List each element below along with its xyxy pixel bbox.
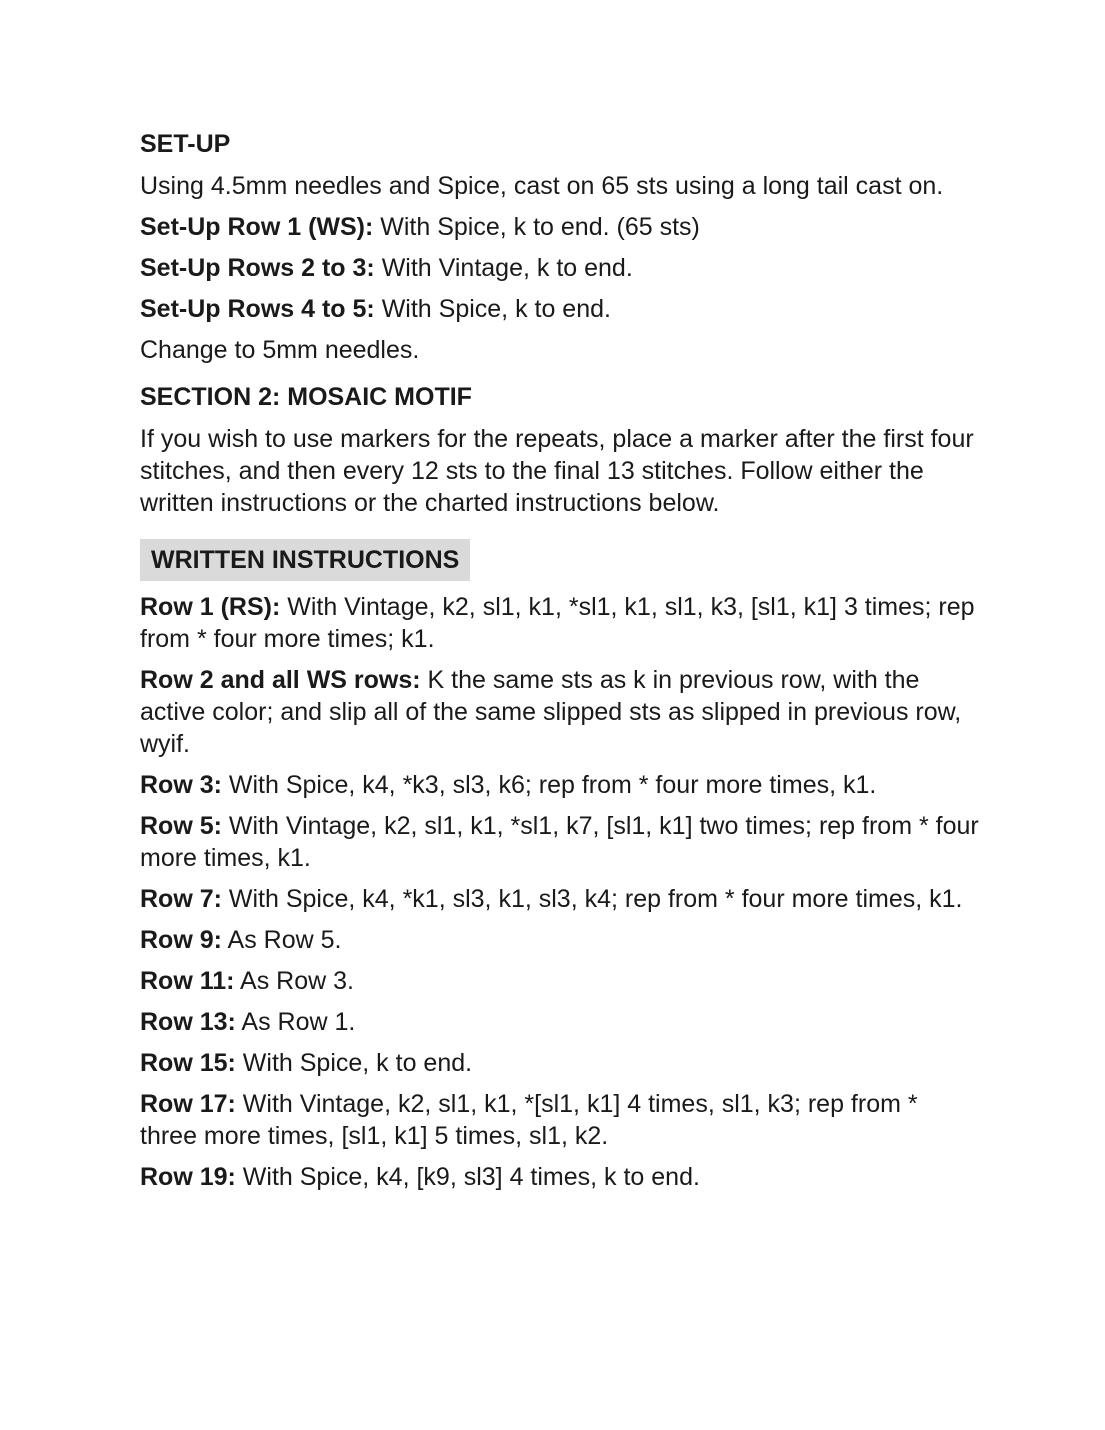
instruction-row-label: Row 3: xyxy=(140,771,222,799)
instruction-row-text: With Spice, k4, *k1, sl3, k1, sl3, k4; rep from * four more times, k1. xyxy=(221,885,963,913)
instruction-row-text: With Vintage, k2, sl1, k1, *[sl1, k1] 4 times, sl1, k3; rep from * three more times, [sl1, k1] 5 times, sl1, k2. xyxy=(140,1090,918,1150)
instruction-row xyxy=(140,1047,980,1079)
setup-intro: Using 4.5mm needles and Spice, cast on 65 sts using a long tail cast on. xyxy=(140,172,944,200)
instruction-row xyxy=(140,883,980,915)
instruction-row-text: With Spice, k4, *k3, sl3, k6; rep from * four more times, k1. xyxy=(221,771,877,799)
instruction-row-label: Row 7: xyxy=(140,885,222,913)
setup-row-label: Set-Up Row 1 (WS): xyxy=(140,213,374,241)
instruction-row-text: With Spice, k to end. xyxy=(235,1049,473,1077)
section2-heading: SECTION 2: MOSAIC MOTIF xyxy=(140,383,472,411)
instruction-row xyxy=(140,810,980,874)
instruction-row-text: K the same sts as k in previous row, with the active color; and slip all of the same slipped sts as slipped in previous row, wyif. xyxy=(140,666,962,758)
setup-row-label: Set-Up Rows 2 to 3: xyxy=(140,254,375,282)
instruction-row-text: With Spice, k4, [k9, sl3] 4 times, k to end. xyxy=(235,1163,700,1191)
instruction-row xyxy=(140,1088,980,1152)
instruction-row xyxy=(140,965,980,997)
setup-outro: Change to 5mm needles. xyxy=(140,336,420,364)
setup-row-text: With Spice, k to end. (65 sts) xyxy=(373,213,700,241)
setup-heading: SET-UP xyxy=(140,130,231,158)
setup-row-text: With Spice, k to end. xyxy=(374,295,611,323)
instruction-row xyxy=(140,591,980,655)
instruction-row-label: Row 1 (RS): xyxy=(140,593,281,621)
instruction-row-label: Row 17: xyxy=(140,1090,236,1118)
setup-row-label: Set-Up Rows 4 to 5: xyxy=(140,295,375,323)
instruction-row-label: Row 2 and all WS rows: xyxy=(140,666,421,694)
document-page xyxy=(140,128,980,1202)
instruction-row-label: Row 9: xyxy=(140,926,222,954)
instruction-row-text: As Row 1. xyxy=(235,1008,356,1036)
instruction-row-label: Row 5: xyxy=(140,812,222,840)
instruction-row-label: Row 19: xyxy=(140,1163,236,1191)
instruction-row-label: Row 11: xyxy=(140,967,235,995)
setup-row xyxy=(140,293,980,325)
instruction-row-label: Row 15: xyxy=(140,1049,236,1077)
setup-row-text: With Vintage, k to end. xyxy=(374,254,633,282)
instruction-row-text: With Vintage, k2, sl1, k1, *sl1, k7, [sl1, k1] two times; rep from * four more times, k1. xyxy=(140,812,979,872)
instruction-row-text: As Row 3. xyxy=(234,967,354,995)
instruction-row xyxy=(140,924,980,956)
instruction-row xyxy=(140,664,980,760)
instruction-row xyxy=(140,1006,980,1038)
instruction-row xyxy=(140,769,980,801)
instruction-row-label: Row 13: xyxy=(140,1008,236,1036)
instruction-row-text: As Row 5. xyxy=(221,926,342,954)
setup-row xyxy=(140,252,980,284)
instruction-row xyxy=(140,1161,980,1193)
written-instructions-heading: WRITTEN INSTRUCTIONS xyxy=(140,539,470,581)
setup-row xyxy=(140,211,980,243)
instruction-row-text: With Vintage, k2, sl1, k1, *sl1, k1, sl1, k3, [sl1, k1] 3 times; rep from * four more times; k1. xyxy=(140,593,975,653)
section2-intro: If you wish to use markers for the repeats, place a marker after the first four stitches, and then every 12 sts to the final 13 stitches. Follow either the written instructions or the charted instructions below. xyxy=(140,425,974,517)
